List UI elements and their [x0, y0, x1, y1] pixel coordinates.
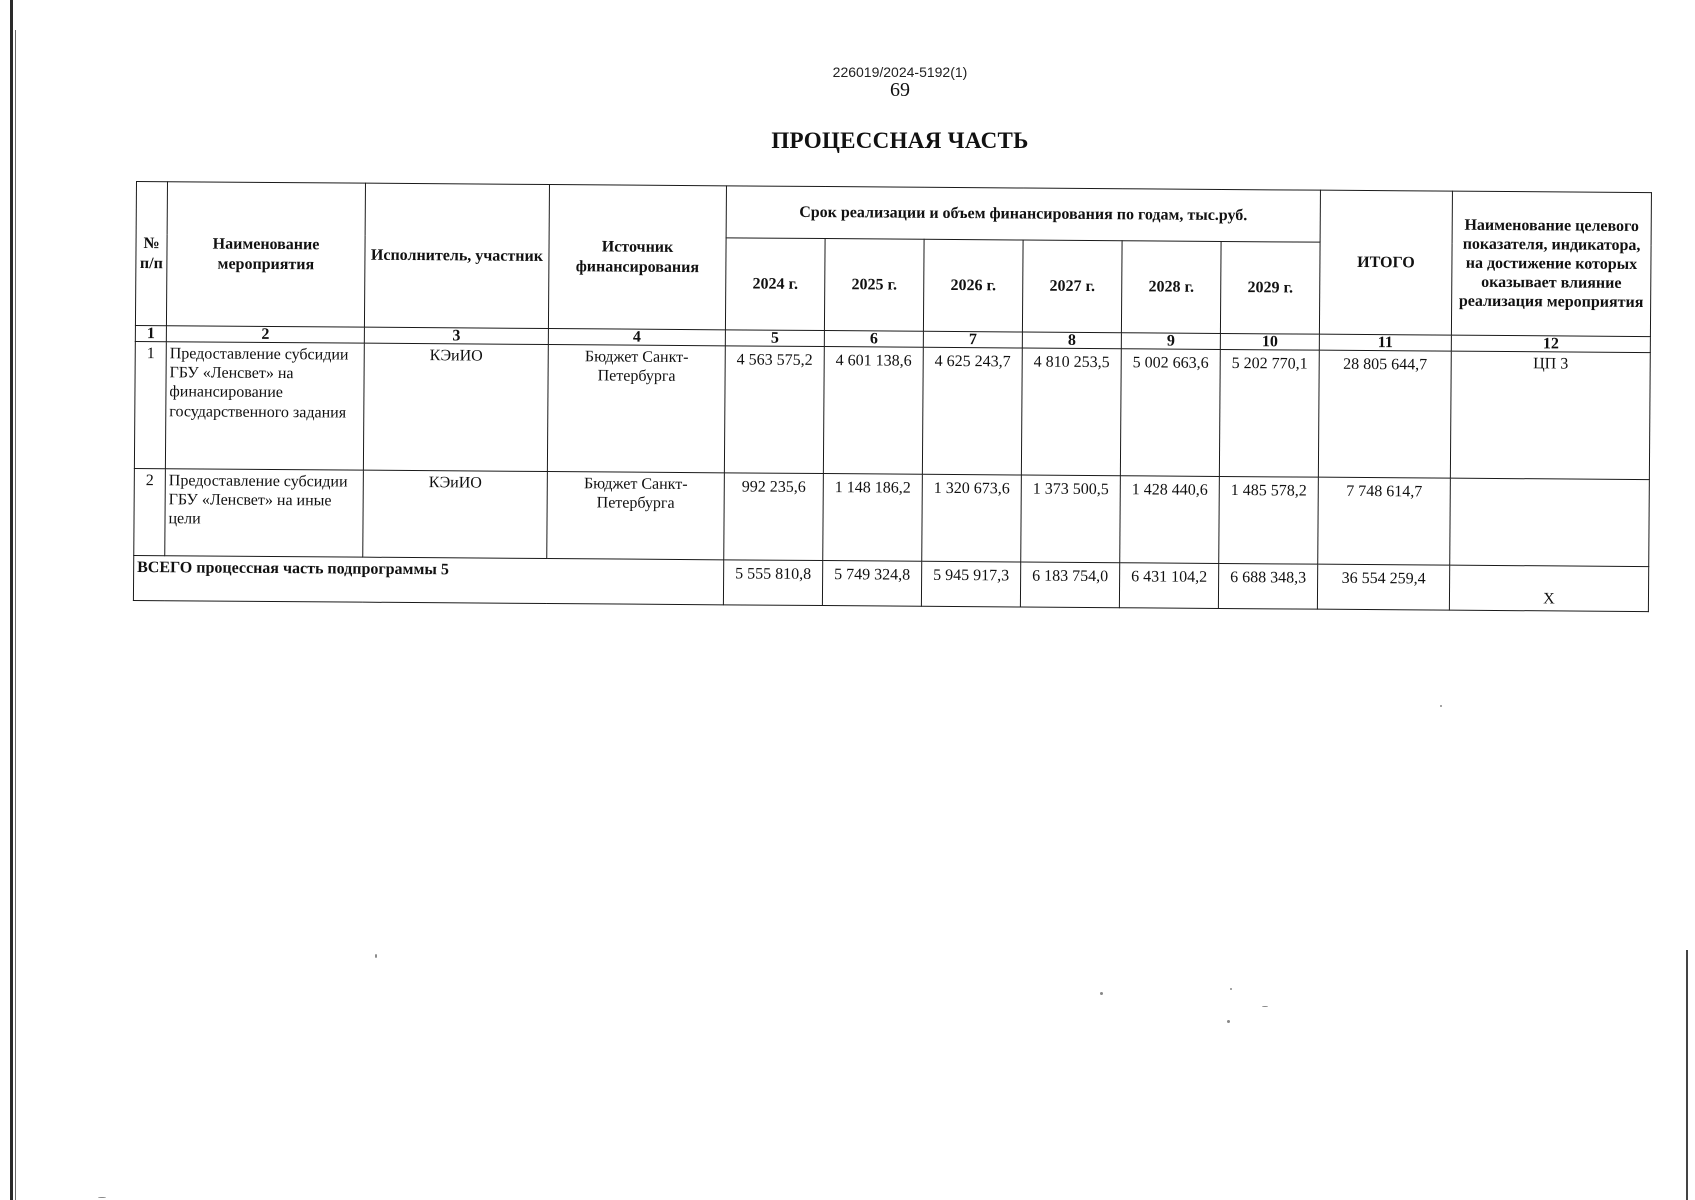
header-period: Срок реализации и объем финансирования по годам, тыс.руб.	[726, 186, 1320, 242]
row-value: 1 148 186,2	[823, 474, 923, 562]
column-number: 2	[166, 326, 364, 343]
row-executor: КЭиИО	[363, 343, 548, 471]
row-indicator: ЦП 3	[1450, 351, 1650, 479]
summary-value: 5 945 917,3	[921, 561, 1020, 607]
row-value: 4 625 243,7	[922, 347, 1022, 475]
column-number: 1	[135, 325, 166, 341]
scan-speck	[1262, 1006, 1268, 1007]
header-year: 2026 г.	[923, 239, 1023, 332]
summary-value: 5 555 810,8	[723, 560, 822, 606]
header-year: 2024 г.	[725, 238, 825, 331]
scan-edge-right	[1686, 950, 1688, 1200]
row-value: 4 810 253,5	[1021, 348, 1121, 476]
header-total: ИТОГО	[1319, 190, 1452, 335]
summary-value: 6 431 104,2	[1119, 563, 1218, 609]
row-num: 2	[134, 468, 166, 555]
row-total: 7 748 614,7	[1318, 477, 1451, 565]
summary-value: 5 749 324,8	[822, 561, 921, 607]
scan-speck	[1440, 705, 1442, 707]
row-value: 1 485 578,2	[1219, 476, 1319, 564]
scan-edge-left-inner	[15, 30, 16, 1200]
column-number: 8	[1022, 332, 1121, 349]
summary-total: 36 554 259,4	[1317, 564, 1449, 610]
registration-number: 226019/2024-5192(1)	[832, 64, 968, 80]
header-row-top	[136, 182, 1651, 245]
row-total: 28 805 644,7	[1318, 350, 1451, 478]
column-number: 3	[364, 327, 548, 344]
scan-speck	[98, 1197, 106, 1198]
row-num: 1	[134, 341, 166, 468]
row-name: Предоставление субсидии ГБУ «Ленсвет» на финансирование государственного задания	[165, 342, 364, 470]
row-value: 5 202 770,1	[1219, 349, 1319, 477]
table-row	[134, 468, 1650, 566]
column-number: 12	[1451, 335, 1650, 352]
column-number: 7	[923, 331, 1022, 348]
header-year: 2027 г.	[1022, 240, 1122, 333]
scan-speck	[1227, 1020, 1230, 1023]
column-number: 6	[824, 331, 923, 348]
row-value: 1 373 500,5	[1021, 475, 1121, 563]
scan-speck	[375, 954, 377, 958]
column-number: 4	[548, 329, 725, 346]
page-title: ПРОЦЕССНАЯ ЧАСТЬ	[771, 128, 1029, 153]
header-source: Источник финансирования	[548, 185, 726, 330]
summary-value: 6 688 348,3	[1218, 563, 1317, 609]
header-year: 2029 г.	[1220, 241, 1320, 334]
row-source: Бюджет Санкт-Петербурга	[547, 472, 725, 560]
column-number: 11	[1319, 334, 1451, 351]
row-value: 5 002 663,6	[1120, 349, 1220, 477]
summary-label: ВСЕГО процессная часть подпрограммы 5	[133, 555, 723, 604]
header-name: Наименование мероприятия	[166, 182, 365, 327]
header-year: 2028 г.	[1121, 241, 1221, 334]
row-value: 4 601 138,6	[823, 347, 923, 475]
scan-speck	[1230, 988, 1232, 990]
row-executor: КЭиИО	[363, 470, 548, 558]
row-indicator	[1450, 478, 1650, 566]
row-value: 1 320 673,6	[922, 474, 1022, 562]
summary-indicator: X	[1449, 565, 1648, 611]
column-number: 5	[725, 330, 824, 347]
header-num: № п/п	[135, 182, 167, 326]
row-value: 1 428 440,6	[1120, 476, 1220, 564]
row-value: 4 563 575,2	[724, 346, 824, 474]
table-row	[134, 341, 1650, 479]
header-year: 2025 г.	[824, 239, 924, 332]
header-indicator: Наименование целевого показателя, индикатора, на достижение которых оказывает влияние реализация мероприятия	[1451, 191, 1651, 336]
page-number: 69	[890, 79, 910, 101]
row-value: 992 235,6	[724, 473, 824, 561]
column-number: 10	[1220, 333, 1319, 350]
column-number: 9	[1121, 333, 1220, 350]
summary-value: 6 183 754,0	[1020, 562, 1119, 608]
row-name: Предоставление субсидии ГБУ «Ленсвет» на иные цели	[165, 469, 364, 557]
row-source: Бюджет Санкт-Петербурга	[547, 345, 725, 473]
header-executor: Исполнитель, участник	[364, 183, 549, 328]
process-table-wrapper	[133, 181, 1651, 612]
process-table	[133, 181, 1652, 612]
scan-speck	[1100, 992, 1103, 995]
scan-edge-left	[10, 0, 13, 1200]
